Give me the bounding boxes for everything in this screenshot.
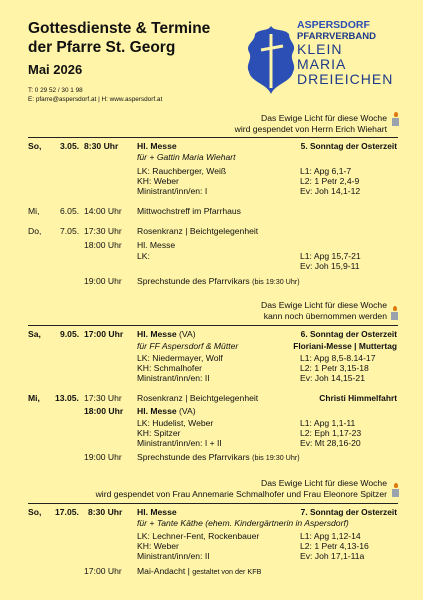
- contact-info: T: 0 29 52 / 30 1 98 E: pfarre@aspersdorf.at | H: www.aspersdorf.at: [28, 87, 163, 103]
- event-day: Sa,: [28, 329, 41, 339]
- event-time: 19:00 Uhr: [84, 276, 122, 286]
- event-title: Sprechstunde des Pfarrvikars (bis 19:30 Uhr): [137, 452, 300, 462]
- event-title: Hl. Messe (VA): [137, 329, 196, 339]
- eternal-light-note-2: Das Ewige Licht für diese Woche kann noch übernommen werden: [261, 300, 387, 321]
- reading-1: L1: Apg 1,1-11: [300, 418, 356, 428]
- event-title: Hl. Messe (VA): [137, 406, 196, 416]
- event-day: Do,: [28, 226, 42, 236]
- mass-intention: für + Gattin Maria Wiehart: [137, 152, 236, 162]
- event-time: 18:00 Uhr: [84, 406, 124, 416]
- divider: [28, 503, 398, 504]
- liturgical-day: Christi Himmelfahrt: [319, 393, 397, 403]
- event-time: 17:00 Uhr: [84, 329, 124, 339]
- event-day: Mi,: [28, 393, 40, 403]
- communion-helper: KH: Weber: [137, 541, 179, 551]
- occasion: Floriani-Messe | Muttertag: [293, 341, 397, 351]
- event-title: Mai-Andacht | gestaltet von der KFB: [137, 566, 262, 576]
- communion-helper: KH: Spitzer: [137, 428, 181, 438]
- event-title: Hl. Messe: [137, 141, 177, 151]
- divider: [28, 137, 398, 138]
- event-title: Rosenkranz | Beichtgelegenheit: [137, 226, 259, 236]
- event-date: 9.05.: [60, 329, 80, 339]
- event-time: 17:30 Uhr: [84, 393, 122, 403]
- page-title: Gottesdienste & Termine der Pfarre St. Georg: [28, 20, 211, 56]
- event-time: 18:00 Uhr: [84, 240, 122, 250]
- mass-intention: für + Tante Käthe (ehem. Kindergärtnerin in Aspersdorf): [137, 518, 349, 528]
- gospel: Ev: Joh 17,1-11a: [300, 551, 365, 561]
- reading-2: L2: 1 Petr 4,13-16: [300, 541, 369, 551]
- event-day: So,: [28, 507, 42, 517]
- divider: [28, 325, 398, 326]
- event-time: 17:30 Uhr: [84, 226, 122, 236]
- ministrants: Ministrant/inn/en: I + II: [137, 438, 222, 448]
- eternal-light-note-3: Das Ewige Licht für diese Woche wird gespendet von Frau Annemarie Schmalhofer und Frau Eleonore Spitzer: [95, 478, 387, 499]
- ministrants: Ministrant/inn/en: I: [137, 186, 208, 196]
- parish-logo: ASPERSDORF PFARRVERBAND KLEIN MARIA DREIEICHEN: [243, 16, 413, 100]
- candle-icon: [392, 483, 399, 497]
- lector: LK:: [137, 251, 150, 261]
- event-day: Mi,: [28, 206, 40, 216]
- communion-helper: KH: Schmalhofer: [137, 363, 202, 373]
- lector: LK: Niedermayer, Wolf: [137, 353, 223, 363]
- event-title: Rosenkranz | Beichtgelegenheit: [137, 393, 259, 403]
- event-date: 3.05.: [60, 141, 80, 151]
- month-heading: Mai 2026: [28, 62, 83, 77]
- candle-icon: [391, 306, 398, 320]
- event-time: 19:00 Uhr: [84, 452, 122, 462]
- liturgical-day: 5. Sonntag der Osterzeit: [300, 141, 397, 151]
- event-day: So,: [28, 141, 42, 151]
- reading-1: L1: Apg 8,5-8.14-17: [300, 353, 376, 363]
- eternal-light-note-1: Das Ewige Licht für diese Woche wird gespendet von Herrn Erich Wiehart: [234, 113, 387, 134]
- gospel: Ev: Joh 14,15-21: [300, 373, 365, 383]
- gospel: Ev: Joh 15,9-11: [300, 261, 360, 271]
- event-title: Mittwochstreff im Pfarrhaus: [137, 206, 241, 216]
- reading-1: L1: Apg 1,12-14: [300, 531, 361, 541]
- lector: LK: Lechner-Fent, Rockenbauer: [137, 531, 260, 541]
- event-time: 17:00 Uhr: [84, 566, 122, 576]
- event-time: 8:30 Uhr: [88, 507, 123, 517]
- event-date: 7.05.: [60, 226, 80, 236]
- reading-1: L1: Apg 6,1-7: [300, 166, 352, 176]
- event-title: Hl. Messe: [137, 507, 177, 517]
- ministrants: Ministrant/inn/en: II: [137, 551, 210, 561]
- ministrants: Ministrant/inn/en: II: [137, 373, 210, 383]
- liturgical-day: 7. Sonntag der Osterzeit: [300, 507, 397, 517]
- reading-2: L2: 1 Petr 2,4-9: [300, 176, 360, 186]
- lector: LK: Hudelist, Weber: [137, 418, 214, 428]
- event-title: Hl. Messe: [137, 240, 176, 250]
- candle-icon: [392, 112, 399, 126]
- event-date: 6.05.: [60, 206, 80, 216]
- liturgical-day: 6. Sonntag der Osterzeit: [300, 329, 397, 339]
- event-time: 8:30 Uhr: [84, 141, 119, 151]
- lector: LK: Rauchberger, Weiß: [137, 166, 227, 176]
- gospel: Ev: Joh 14,1-12: [300, 186, 361, 196]
- reading-2: L2: 1 Petr 3,15-18: [300, 363, 369, 373]
- reading-1: L1: Apg 15,7-21: [300, 251, 361, 261]
- reading-2: L2: Eph 1,17-23: [300, 428, 362, 438]
- gospel: Ev: Mt 28,16-20: [300, 438, 361, 448]
- mass-intention: für FF Aspersdorf & Mütter: [137, 341, 239, 351]
- oak-leaf-logo: [243, 24, 299, 96]
- event-date: 17.05.: [55, 507, 79, 517]
- event-date: 13.05.: [55, 393, 79, 403]
- event-title: Sprechstunde des Pfarrvikars (bis 19:30 Uhr): [137, 276, 300, 286]
- communion-helper: KH: Weber: [137, 176, 179, 186]
- event-time: 14:00 Uhr: [84, 206, 122, 216]
